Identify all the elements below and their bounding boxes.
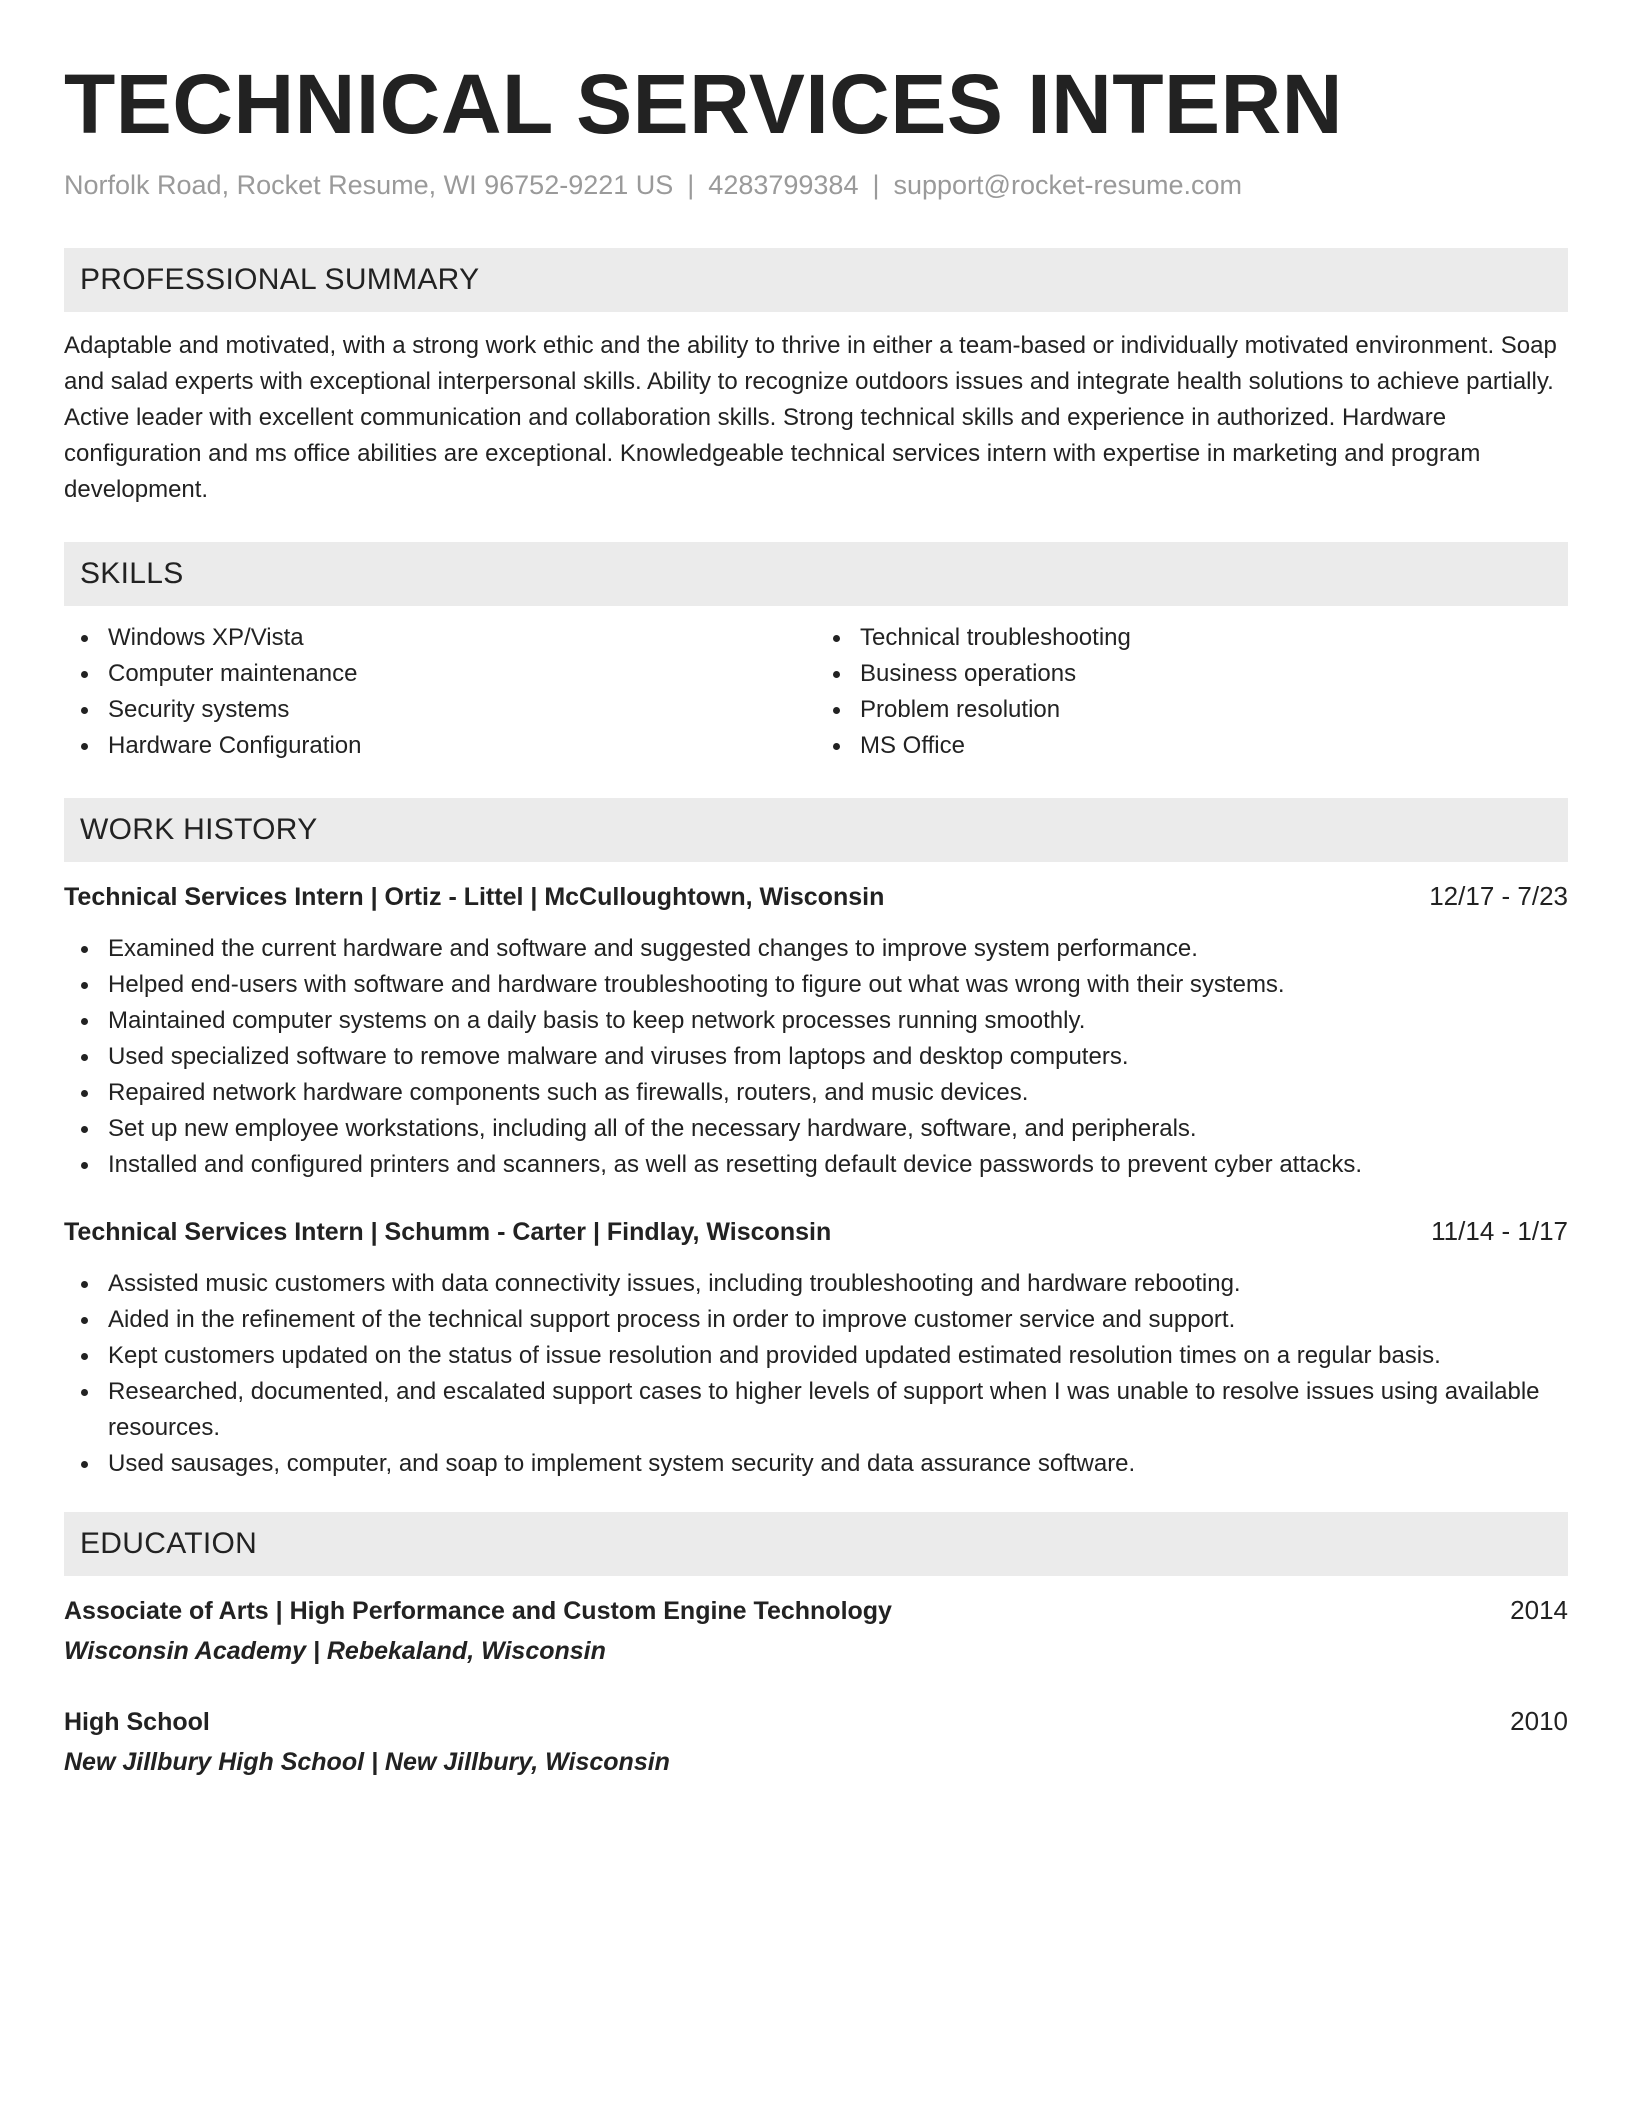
education-school: Wisconsin Academy | Rebekaland, Wisconsin	[64, 1637, 606, 1665]
job-title: Technical Services Intern | Ortiz - Littel | McCulloughtown, Wisconsin	[64, 883, 885, 911]
education-header	[64, 1703, 1568, 1740]
education-header	[64, 1592, 1568, 1629]
skills-column-right	[816, 620, 1568, 764]
job-bullet: Examined the current hardware and software and suggested changes to improve system performance.	[108, 931, 1568, 967]
job-bullet: Assisted music customers with data connectivity issues, including troubleshooting and hardware rebooting.	[108, 1266, 1568, 1302]
education-year: 2010	[1510, 1706, 1568, 1736]
skill-item: Security systems	[108, 692, 816, 728]
skill-item: MS Office	[860, 728, 1568, 764]
section-header-work-history	[64, 798, 1568, 862]
job-bullets	[64, 931, 1568, 1183]
education-degree: Associate of Arts | High Performance and Custom Engine Technology	[64, 1597, 892, 1625]
skill-item: Hardware Configuration	[108, 728, 816, 764]
contact-separator: |	[872, 170, 880, 200]
job-bullet: Set up new employee workstations, including all of the necessary hardware, software, and peripherals.	[108, 1111, 1568, 1147]
education-year: 2014	[1510, 1595, 1568, 1625]
job-bullet: Helped end-users with software and hardware troubleshooting to figure out what was wrong with their systems.	[108, 967, 1568, 1003]
job-bullet: Kept customers updated on the status of issue resolution and provided updated estimated resolution times on a regular basis.	[108, 1338, 1568, 1374]
section-header-skills	[64, 542, 1568, 606]
skills-list	[64, 620, 1568, 764]
job-bullet: Aided in the refinement of the technical support process in order to improve customer service and support.	[108, 1302, 1568, 1338]
education-degree: High School	[64, 1708, 210, 1736]
job-bullet: Maintained computer systems on a daily basis to keep network processes running smoothly.	[108, 1003, 1568, 1039]
section-title: WORK HISTORY	[80, 813, 318, 846]
contact-phone: 4283799384	[708, 170, 859, 200]
job-dates: 12/17 - 7/23	[1429, 881, 1568, 911]
contact-address: Norfolk Road, Rocket Resume, WI 96752-9221 US	[64, 170, 674, 200]
education-entry	[64, 1592, 1568, 1669]
education-school: New Jillbury High School | New Jillbury, Wisconsin	[64, 1748, 670, 1776]
contact-line	[64, 168, 1568, 202]
skill-item: Business operations	[860, 656, 1568, 692]
section-title: SKILLS	[80, 557, 184, 590]
job-dates: 11/14 - 1/17	[1431, 1216, 1568, 1246]
job-bullet: Used sausages, computer, and soap to implement system security and data assurance software.	[108, 1446, 1568, 1482]
skill-item: Windows XP/Vista	[108, 620, 816, 656]
job-entry	[64, 878, 1568, 1183]
skill-item: Problem resolution	[860, 692, 1568, 728]
contact-email: support@rocket-resume.com	[893, 170, 1243, 200]
job-bullets	[64, 1266, 1568, 1482]
candidate-name: TECHNICAL SERVICES INTERN	[64, 57, 1343, 151]
job-bullet: Installed and configured printers and scanners, as well as resetting default device passwords to prevent cyber attacks.	[108, 1147, 1568, 1183]
job-bullet: Researched, documented, and escalated support cases to higher levels of support when I was unable to resolve issues using available resources.	[108, 1374, 1568, 1446]
contact-separator: |	[687, 170, 695, 200]
education-entry	[64, 1703, 1568, 1780]
job-title: Technical Services Intern | Schumm - Carter | Findlay, Wisconsin	[64, 1218, 832, 1246]
summary-text: Adaptable and motivated, with a strong work ethic and the ability to thrive in either a team-based or individually motivated environment. Soap and salad experts with exceptional interpersonal skills. Ability to recognize outdoors issues and integrate health solutions to achieve partially. Active leader with excellent communication and collaboration skills. Strong technical skills and experience in authorized. Hardware configuration and ms office abilities are exceptional. Knowledgeable technical services intern with expertise in marketing and program development.	[64, 332, 1557, 503]
skill-item: Technical troubleshooting	[860, 620, 1568, 656]
section-header-education	[64, 1512, 1568, 1576]
job-header	[64, 878, 1568, 915]
job-entry	[64, 1213, 1568, 1482]
section-title: PROFESSIONAL SUMMARY	[80, 263, 480, 296]
job-header	[64, 1213, 1568, 1250]
section-header-summary	[64, 248, 1568, 312]
job-bullet: Used specialized software to remove malware and viruses from laptops and desktop computers.	[108, 1039, 1568, 1075]
section-title: EDUCATION	[80, 1527, 258, 1560]
job-bullet: Repaired network hardware components such as firewalls, routers, and music devices.	[108, 1075, 1568, 1111]
skill-item: Computer maintenance	[108, 656, 816, 692]
skills-column-left	[64, 620, 816, 764]
